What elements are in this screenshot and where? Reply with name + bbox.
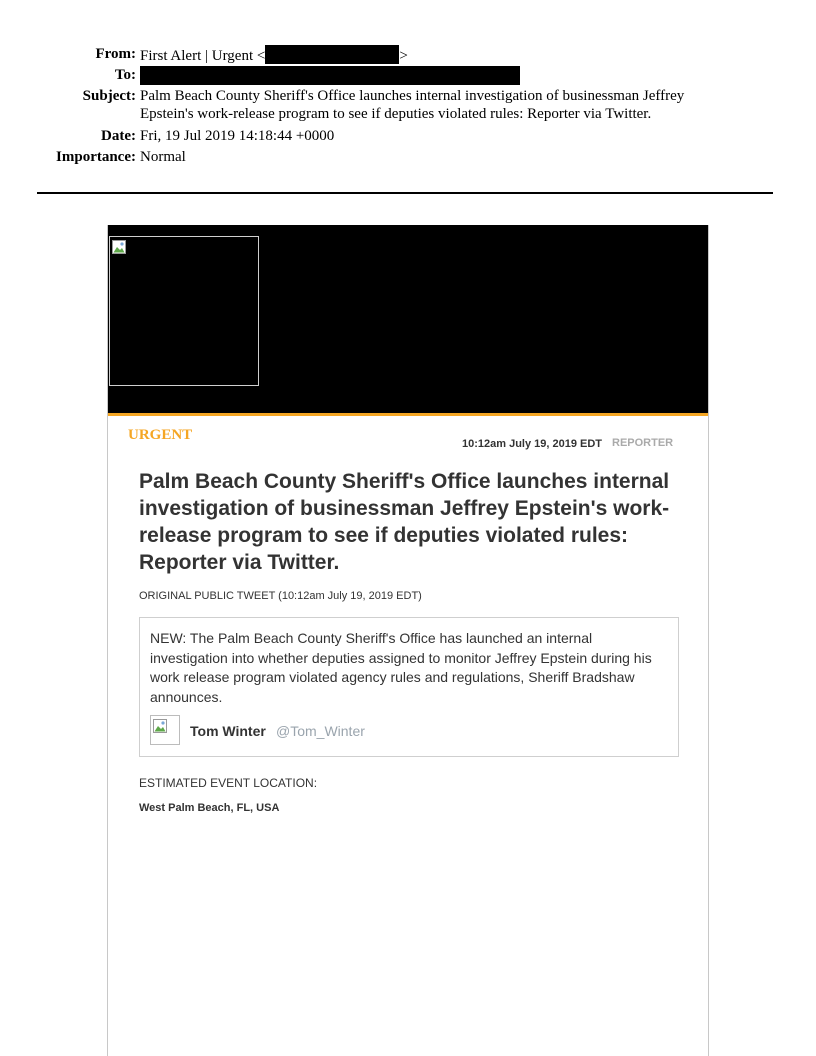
- alert-timestamp: 10:12am July 19, 2019 EDT: [462, 438, 603, 450]
- redaction-box: [140, 66, 520, 85]
- tweet-author-handle[interactable]: @Tom_Winter: [276, 723, 365, 739]
- header-divider: [37, 192, 773, 194]
- to-value: [140, 65, 740, 86]
- source-tag: REPORTER: [612, 437, 674, 449]
- importance-label: Importance:: [56, 149, 136, 165]
- logo-image: [109, 236, 259, 386]
- date-row: [0, 126, 816, 147]
- date-label: Date:: [101, 128, 136, 144]
- subject-label: Subject:: [82, 88, 136, 104]
- urgency-label: URGENT: [128, 427, 193, 443]
- broken-image-icon: [153, 719, 167, 733]
- importance-row: [0, 147, 816, 168]
- subject-row: [0, 86, 816, 126]
- broken-image-icon: [112, 240, 126, 254]
- location-label: ESTIMATED EVENT LOCATION:: [139, 776, 318, 790]
- to-row: [0, 65, 816, 86]
- from-label: From:: [95, 46, 136, 62]
- email-header: [0, 44, 816, 168]
- original-tweet-label: ORIGINAL PUBLIC TWEET (10:12am July 19, 2019 EDT): [139, 590, 422, 602]
- redaction-box: [265, 45, 399, 64]
- from-close: >: [399, 48, 408, 64]
- from-row: [0, 44, 816, 65]
- tweet-text: NEW: The Palm Beach County Sheriff's Office has launched an internal investigation into whether deputies assigned to monitor Jeffrey Epstein during his work release program violated agency rules and regulations, Sheriff Bradshaw announces.: [150, 630, 652, 705]
- to-label: To:: [114, 67, 136, 83]
- alert-card: [107, 225, 709, 1056]
- tweet-box: [139, 617, 679, 757]
- subject-value: Palm Beach County Sheriff's Office launches internal investigation of businessman Jeffrey Epstein's work-release program to see if deputies violated rules: Reporter via Twitter.: [140, 88, 685, 122]
- date-value: Fri, 19 Jul 2019 14:18:44 +0000: [140, 128, 335, 144]
- from-sender: First Alert | Urgent <: [140, 48, 266, 64]
- from-value: [140, 44, 740, 65]
- alert-headline: Palm Beach County Sheriff's Office launches internal investigation of businessman Jeffrey Epstein's work-release program to see if deputies violated rules: Reporter via Twitter.: [139, 470, 670, 574]
- location-value: West Palm Beach, FL, USA: [139, 802, 280, 814]
- alert-banner: [108, 225, 708, 416]
- tweet-author-name[interactable]: Tom Winter: [190, 723, 266, 739]
- avatar: [150, 715, 180, 745]
- importance-value: Normal: [140, 149, 186, 165]
